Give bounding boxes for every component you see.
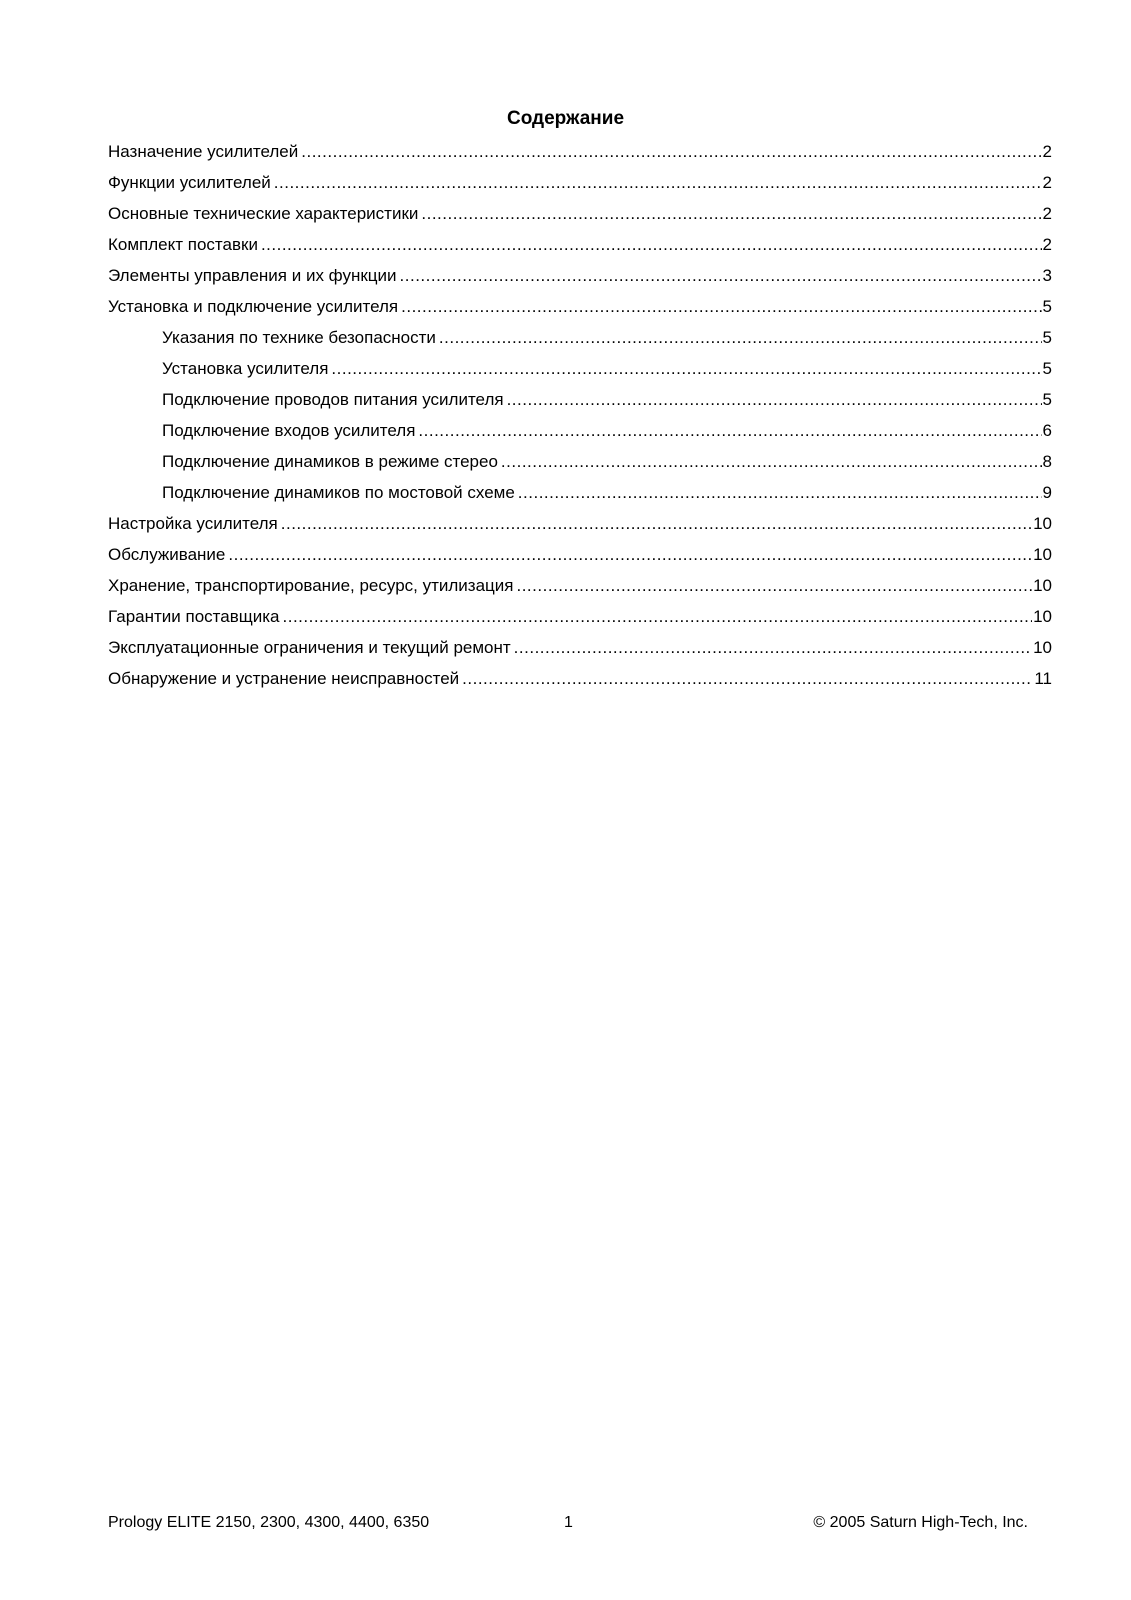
toc-subentry[interactable] (108, 450, 1052, 481)
table-of-contents (108, 140, 1052, 698)
toc-subentry[interactable] (108, 419, 1052, 450)
toc-leader-dots (274, 171, 1042, 195)
toc-entry-label: Установка усилителя (162, 359, 329, 378)
toc-entry-page: 5 (1042, 359, 1052, 378)
toc-entry[interactable] (108, 605, 1052, 636)
toc-leader-dots (501, 450, 1042, 474)
toc-entry-page: 5 (1042, 297, 1052, 316)
toc-entry[interactable] (108, 202, 1052, 233)
toc-entry-page: 5 (1042, 390, 1052, 409)
footer-product-models: Prology ELITE 2150, 2300, 4300, 4400, 6350 (108, 1514, 430, 1531)
toc-entry-page: 11 (1034, 669, 1052, 688)
toc-subentry[interactable] (108, 388, 1052, 419)
toc-entry-page: 3 (1042, 266, 1052, 285)
toc-entry-label: Хранение, транспортирование, ресурс, утилизация (108, 576, 514, 595)
toc-entry-label: Гарантии поставщика (108, 607, 280, 626)
toc-entry-page: 6 (1042, 421, 1052, 440)
toc-entry-label: Элементы управления и их функции (108, 266, 397, 285)
toc-entry[interactable] (108, 574, 1052, 605)
toc-entry-page: 5 (1042, 328, 1052, 347)
toc-entry-label: Функции усилителей (108, 173, 271, 192)
toc-entry[interactable] (108, 233, 1052, 264)
toc-entry[interactable] (108, 543, 1052, 574)
toc-entry-page: 2 (1042, 204, 1052, 223)
toc-leader-dots (331, 357, 1041, 381)
toc-entry-page: 2 (1042, 142, 1052, 161)
toc-entry-page: 10 (1033, 576, 1052, 595)
toc-entry-label: Подключение динамиков в режиме стерео (162, 452, 498, 471)
page-number: 1 (564, 1514, 573, 1531)
toc-leader-dots (518, 481, 1042, 505)
toc-leader-dots (421, 202, 1041, 226)
page-footer (108, 1511, 1028, 1535)
toc-entry-label: Основные технические характеристики (108, 204, 419, 223)
toc-entry-page: 10 (1033, 638, 1052, 657)
toc-leader-dots (301, 140, 1041, 164)
toc-entry-label: Комплект поставки (108, 235, 258, 254)
toc-leader-dots (439, 326, 1042, 350)
toc-entry-label: Обнаружение и устранение неисправностей (108, 669, 460, 688)
toc-entry-page: 10 (1033, 607, 1052, 626)
toc-entry[interactable] (108, 667, 1052, 698)
toc-entry-label: Установка и подключение усилителя (108, 297, 399, 316)
toc-entry-page: 2 (1042, 173, 1052, 192)
toc-entry-page: 2 (1042, 235, 1052, 254)
toc-entry[interactable] (108, 636, 1052, 667)
toc-entry-page: 10 (1033, 514, 1052, 533)
toc-leader-dots (507, 388, 1042, 412)
toc-leader-dots (400, 264, 1042, 288)
toc-entry[interactable] (108, 171, 1052, 202)
toc-entry[interactable] (108, 264, 1052, 295)
toc-entry-page: 9 (1042, 483, 1052, 502)
toc-leader-dots (516, 574, 1032, 598)
toc-entry-label: Указания по технике безопасности (162, 328, 436, 347)
toc-leader-dots (281, 512, 1032, 536)
toc-leader-dots (514, 636, 1032, 660)
toc-entry-page: 10 (1033, 545, 1052, 564)
toc-entry-label: Настройка усилителя (108, 514, 278, 533)
toc-subentry[interactable] (108, 357, 1052, 388)
toc-entry-page: 8 (1042, 452, 1052, 471)
toc-entry-label: Подключение динамиков по мостовой схеме (162, 483, 515, 502)
page-title: Содержание (506, 108, 625, 129)
toc-entry-label: Обслуживание (108, 545, 226, 564)
toc-entry-label: Назначение усилителей (108, 142, 299, 161)
toc-entry-label: Подключение проводов питания усилителя (162, 390, 504, 409)
toc-leader-dots (401, 295, 1041, 319)
toc-entry[interactable] (108, 295, 1052, 326)
toc-leader-dots (418, 419, 1041, 443)
toc-subentry[interactable] (108, 326, 1052, 357)
toc-entry-label: Подключение входов усилителя (162, 421, 416, 440)
toc-leader-dots (228, 543, 1032, 567)
toc-leader-dots (283, 605, 1033, 629)
toc-entry[interactable] (108, 512, 1052, 543)
toc-subentry[interactable] (108, 481, 1052, 512)
toc-leader-dots (261, 233, 1042, 257)
toc-entry-label: Эксплуатационные ограничения и текущий ремонт (108, 638, 511, 657)
toc-entry[interactable] (108, 140, 1052, 171)
footer-copyright: © 2005 Saturn High-Tech, Inc. (813, 1514, 1028, 1531)
toc-leader-dots (462, 667, 1033, 691)
